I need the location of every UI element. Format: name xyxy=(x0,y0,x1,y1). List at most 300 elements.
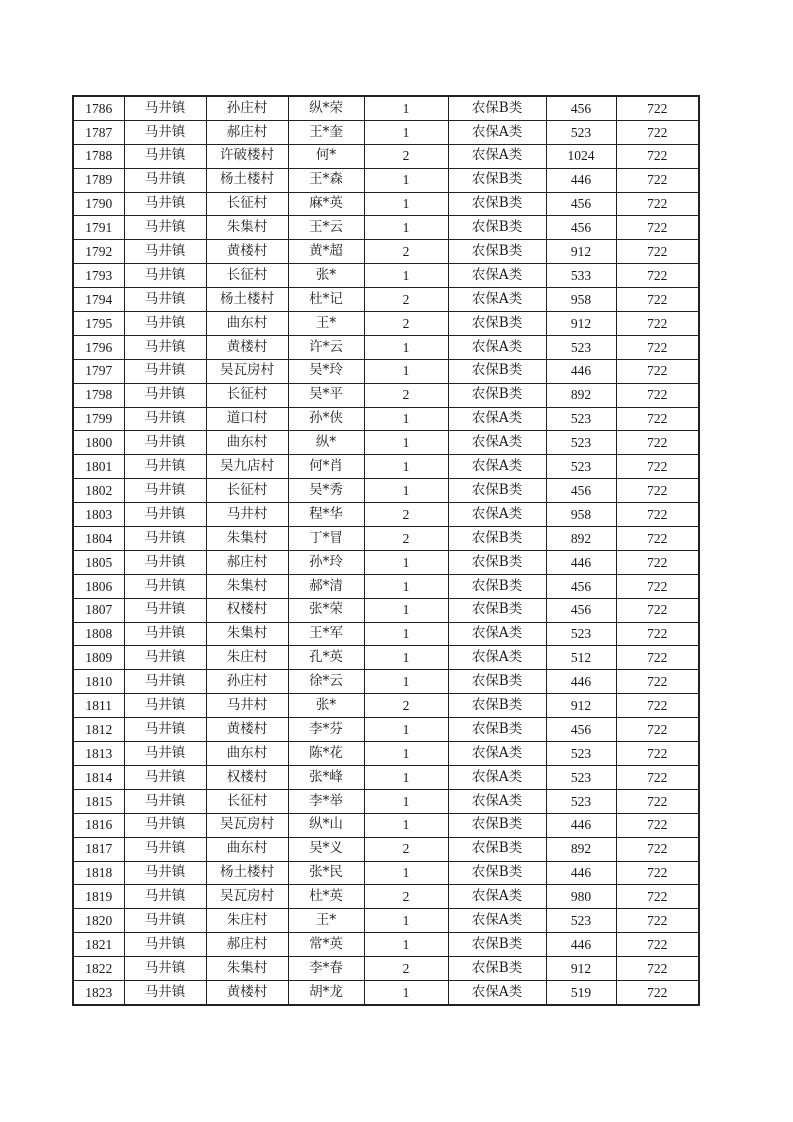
cell-amount: 446 xyxy=(546,670,616,694)
cell-insurance-category: 农保A类 xyxy=(448,264,546,288)
cell-amount: 912 xyxy=(546,694,616,718)
cell-name: 李*举 xyxy=(288,789,364,813)
cell-row-number: 1788 xyxy=(73,144,124,168)
cell-village: 曲东村 xyxy=(206,431,288,455)
cell-township: 马井镇 xyxy=(124,885,206,909)
cell-amount: 523 xyxy=(546,455,616,479)
table-row xyxy=(73,431,699,455)
cell-name: 王*军 xyxy=(288,622,364,646)
cell-village: 吴九店村 xyxy=(206,455,288,479)
table-row xyxy=(73,885,699,909)
cell-village: 马井村 xyxy=(206,503,288,527)
cell-standard: 722 xyxy=(616,120,699,144)
table-row xyxy=(73,192,699,216)
cell-village: 朱集村 xyxy=(206,622,288,646)
cell-village: 杨土楼村 xyxy=(206,861,288,885)
cell-amount: 958 xyxy=(546,288,616,312)
cell-row-number: 1818 xyxy=(73,861,124,885)
table-row xyxy=(73,120,699,144)
cell-standard: 722 xyxy=(616,383,699,407)
cell-amount: 892 xyxy=(546,527,616,551)
cell-village: 长征村 xyxy=(206,192,288,216)
cell-household-size: 1 xyxy=(364,980,448,1004)
table-row xyxy=(73,407,699,431)
cell-standard: 722 xyxy=(616,550,699,574)
cell-insurance-category: 农保A类 xyxy=(448,431,546,455)
cell-insurance-category: 农保B类 xyxy=(448,574,546,598)
table-row xyxy=(73,312,699,336)
cell-household-size: 2 xyxy=(364,837,448,861)
table-row xyxy=(73,527,699,551)
cell-row-number: 1799 xyxy=(73,407,124,431)
cell-township: 马井镇 xyxy=(124,742,206,766)
table-row xyxy=(73,168,699,192)
cell-standard: 722 xyxy=(616,980,699,1004)
cell-standard: 722 xyxy=(616,96,699,120)
cell-household-size: 1 xyxy=(364,765,448,789)
cell-village: 朱庄村 xyxy=(206,646,288,670)
cell-insurance-category: 农保A类 xyxy=(448,765,546,789)
cell-insurance-category: 农保B类 xyxy=(448,933,546,957)
cell-row-number: 1793 xyxy=(73,264,124,288)
cell-household-size: 1 xyxy=(364,192,448,216)
cell-township: 马井镇 xyxy=(124,312,206,336)
cell-household-size: 1 xyxy=(364,407,448,431)
cell-row-number: 1789 xyxy=(73,168,124,192)
cell-household-size: 2 xyxy=(364,885,448,909)
cell-standard: 722 xyxy=(616,574,699,598)
cell-village: 马井村 xyxy=(206,694,288,718)
cell-household-size: 1 xyxy=(364,909,448,933)
cell-amount: 446 xyxy=(546,933,616,957)
cell-village: 黄楼村 xyxy=(206,240,288,264)
cell-row-number: 1814 xyxy=(73,765,124,789)
cell-row-number: 1812 xyxy=(73,718,124,742)
cell-amount: 456 xyxy=(546,96,616,120)
cell-name: 吴*平 xyxy=(288,383,364,407)
cell-village: 许破楼村 xyxy=(206,144,288,168)
cell-household-size: 1 xyxy=(364,120,448,144)
cell-amount: 523 xyxy=(546,789,616,813)
cell-standard: 722 xyxy=(616,885,699,909)
cell-village: 长征村 xyxy=(206,264,288,288)
cell-township: 马井镇 xyxy=(124,383,206,407)
cell-village: 道口村 xyxy=(206,407,288,431)
cell-village: 朱集村 xyxy=(206,216,288,240)
cell-name: 孙*玲 xyxy=(288,550,364,574)
cell-amount: 523 xyxy=(546,742,616,766)
cell-township: 马井镇 xyxy=(124,479,206,503)
cell-insurance-category: 农保A类 xyxy=(448,144,546,168)
cell-standard: 722 xyxy=(616,742,699,766)
cell-township: 马井镇 xyxy=(124,861,206,885)
cell-village: 吴瓦房村 xyxy=(206,813,288,837)
cell-household-size: 1 xyxy=(364,598,448,622)
cell-row-number: 1817 xyxy=(73,837,124,861)
cell-household-size: 2 xyxy=(364,240,448,264)
cell-township: 马井镇 xyxy=(124,598,206,622)
cell-household-size: 2 xyxy=(364,694,448,718)
table-row xyxy=(73,598,699,622)
cell-name: 张*峰 xyxy=(288,765,364,789)
cell-household-size: 2 xyxy=(364,503,448,527)
cell-row-number: 1787 xyxy=(73,120,124,144)
cell-name: 李*芬 xyxy=(288,718,364,742)
cell-insurance-category: 农保B类 xyxy=(448,479,546,503)
cell-township: 马井镇 xyxy=(124,670,206,694)
cell-row-number: 1786 xyxy=(73,96,124,120)
cell-insurance-category: 农保A类 xyxy=(448,980,546,1004)
cell-township: 马井镇 xyxy=(124,574,206,598)
cell-name: 郝*清 xyxy=(288,574,364,598)
cell-name: 孔*英 xyxy=(288,646,364,670)
cell-household-size: 2 xyxy=(364,383,448,407)
cell-name: 王*奎 xyxy=(288,120,364,144)
cell-insurance-category: 农保A类 xyxy=(448,885,546,909)
cell-name: 胡*龙 xyxy=(288,980,364,1004)
cell-township: 马井镇 xyxy=(124,980,206,1004)
cell-standard: 722 xyxy=(616,431,699,455)
cell-row-number: 1803 xyxy=(73,503,124,527)
cell-amount: 523 xyxy=(546,335,616,359)
cell-household-size: 1 xyxy=(364,335,448,359)
cell-standard: 722 xyxy=(616,335,699,359)
cell-insurance-category: 农保A类 xyxy=(448,742,546,766)
cell-name: 杜*记 xyxy=(288,288,364,312)
cell-village: 权楼村 xyxy=(206,598,288,622)
cell-row-number: 1809 xyxy=(73,646,124,670)
cell-name: 麻*英 xyxy=(288,192,364,216)
cell-amount: 980 xyxy=(546,885,616,909)
cell-township: 马井镇 xyxy=(124,216,206,240)
cell-township: 马井镇 xyxy=(124,622,206,646)
cell-row-number: 1796 xyxy=(73,335,124,359)
cell-township: 马井镇 xyxy=(124,694,206,718)
table-row xyxy=(73,933,699,957)
table-row xyxy=(73,479,699,503)
cell-amount: 456 xyxy=(546,216,616,240)
cell-standard: 722 xyxy=(616,789,699,813)
cell-row-number: 1816 xyxy=(73,813,124,837)
cell-name: 王* xyxy=(288,909,364,933)
cell-insurance-category: 农保A类 xyxy=(448,120,546,144)
cell-row-number: 1811 xyxy=(73,694,124,718)
table-row xyxy=(73,550,699,574)
cell-insurance-category: 农保B类 xyxy=(448,168,546,192)
data-table xyxy=(72,95,700,1006)
cell-township: 马井镇 xyxy=(124,765,206,789)
cell-row-number: 1805 xyxy=(73,550,124,574)
cell-township: 马井镇 xyxy=(124,168,206,192)
cell-township: 马井镇 xyxy=(124,550,206,574)
cell-household-size: 1 xyxy=(364,813,448,837)
cell-amount: 523 xyxy=(546,431,616,455)
cell-village: 黄楼村 xyxy=(206,980,288,1004)
cell-standard: 722 xyxy=(616,622,699,646)
table-row xyxy=(73,742,699,766)
cell-standard: 722 xyxy=(616,837,699,861)
cell-household-size: 1 xyxy=(364,574,448,598)
cell-village: 杨土楼村 xyxy=(206,168,288,192)
cell-insurance-category: 农保B类 xyxy=(448,240,546,264)
cell-insurance-category: 农保A类 xyxy=(448,503,546,527)
table-row xyxy=(73,718,699,742)
cell-amount: 523 xyxy=(546,407,616,431)
cell-village: 杨土楼村 xyxy=(206,288,288,312)
table-row xyxy=(73,789,699,813)
cell-amount: 446 xyxy=(546,359,616,383)
cell-row-number: 1821 xyxy=(73,933,124,957)
cell-row-number: 1791 xyxy=(73,216,124,240)
cell-name: 杜*英 xyxy=(288,885,364,909)
cell-village: 权楼村 xyxy=(206,765,288,789)
cell-row-number: 1810 xyxy=(73,670,124,694)
cell-name: 何*肖 xyxy=(288,455,364,479)
cell-household-size: 1 xyxy=(364,550,448,574)
cell-row-number: 1800 xyxy=(73,431,124,455)
table-row xyxy=(73,288,699,312)
cell-village: 朱集村 xyxy=(206,957,288,981)
cell-village: 长征村 xyxy=(206,479,288,503)
cell-township: 马井镇 xyxy=(124,646,206,670)
cell-village: 郝庄村 xyxy=(206,933,288,957)
cell-insurance-category: 农保A类 xyxy=(448,909,546,933)
cell-insurance-category: 农保A类 xyxy=(448,789,546,813)
cell-household-size: 1 xyxy=(364,742,448,766)
table-row xyxy=(73,622,699,646)
cell-amount: 523 xyxy=(546,120,616,144)
cell-household-size: 2 xyxy=(364,957,448,981)
cell-name: 李*春 xyxy=(288,957,364,981)
cell-insurance-category: 农保B类 xyxy=(448,598,546,622)
table-row xyxy=(73,837,699,861)
table-row xyxy=(73,503,699,527)
cell-insurance-category: 农保A类 xyxy=(448,407,546,431)
cell-township: 马井镇 xyxy=(124,240,206,264)
cell-name: 纵* xyxy=(288,431,364,455)
cell-township: 马井镇 xyxy=(124,527,206,551)
table-row xyxy=(73,957,699,981)
cell-name: 王*云 xyxy=(288,216,364,240)
cell-amount: 456 xyxy=(546,192,616,216)
table-row xyxy=(73,264,699,288)
cell-insurance-category: 农保B类 xyxy=(448,383,546,407)
cell-row-number: 1797 xyxy=(73,359,124,383)
cell-insurance-category: 农保B类 xyxy=(448,813,546,837)
cell-township: 马井镇 xyxy=(124,335,206,359)
cell-standard: 722 xyxy=(616,861,699,885)
cell-insurance-category: 农保A类 xyxy=(448,455,546,479)
cell-amount: 912 xyxy=(546,312,616,336)
cell-township: 马井镇 xyxy=(124,503,206,527)
cell-row-number: 1790 xyxy=(73,192,124,216)
cell-village: 黄楼村 xyxy=(206,335,288,359)
cell-standard: 722 xyxy=(616,933,699,957)
table-row xyxy=(73,813,699,837)
cell-township: 马井镇 xyxy=(124,933,206,957)
cell-village: 朱庄村 xyxy=(206,909,288,933)
cell-village: 朱集村 xyxy=(206,527,288,551)
table-row xyxy=(73,861,699,885)
cell-name: 丁*冒 xyxy=(288,527,364,551)
cell-standard: 722 xyxy=(616,957,699,981)
cell-household-size: 2 xyxy=(364,527,448,551)
cell-township: 马井镇 xyxy=(124,909,206,933)
cell-household-size: 1 xyxy=(364,933,448,957)
table-row xyxy=(73,646,699,670)
cell-amount: 533 xyxy=(546,264,616,288)
cell-amount: 456 xyxy=(546,574,616,598)
table-row xyxy=(73,574,699,598)
cell-insurance-category: 农保B类 xyxy=(448,718,546,742)
cell-standard: 722 xyxy=(616,455,699,479)
cell-standard: 722 xyxy=(616,646,699,670)
cell-standard: 722 xyxy=(616,694,699,718)
cell-name: 张*荣 xyxy=(288,598,364,622)
cell-insurance-category: 农保B类 xyxy=(448,216,546,240)
cell-village: 郝庄村 xyxy=(206,120,288,144)
cell-township: 马井镇 xyxy=(124,264,206,288)
cell-township: 马井镇 xyxy=(124,359,206,383)
cell-name: 张* xyxy=(288,694,364,718)
table-row xyxy=(73,765,699,789)
cell-township: 马井镇 xyxy=(124,837,206,861)
cell-standard: 722 xyxy=(616,718,699,742)
cell-insurance-category: 农保B类 xyxy=(448,359,546,383)
cell-village: 郝庄村 xyxy=(206,550,288,574)
cell-village: 黄楼村 xyxy=(206,718,288,742)
cell-name: 孙*侠 xyxy=(288,407,364,431)
cell-village: 曲东村 xyxy=(206,837,288,861)
cell-amount: 912 xyxy=(546,240,616,264)
cell-name: 常*英 xyxy=(288,933,364,957)
table-row xyxy=(73,144,699,168)
cell-amount: 446 xyxy=(546,168,616,192)
cell-name: 许*云 xyxy=(288,335,364,359)
cell-village: 吴瓦房村 xyxy=(206,885,288,909)
cell-village: 曲东村 xyxy=(206,312,288,336)
cell-name: 陈*花 xyxy=(288,742,364,766)
cell-household-size: 1 xyxy=(364,670,448,694)
cell-household-size: 2 xyxy=(364,288,448,312)
cell-name: 程*华 xyxy=(288,503,364,527)
cell-insurance-category: 农保B类 xyxy=(448,694,546,718)
table-row xyxy=(73,216,699,240)
cell-row-number: 1808 xyxy=(73,622,124,646)
cell-township: 马井镇 xyxy=(124,407,206,431)
cell-standard: 722 xyxy=(616,312,699,336)
cell-household-size: 1 xyxy=(364,264,448,288)
cell-standard: 722 xyxy=(616,503,699,527)
cell-insurance-category: 农保B类 xyxy=(448,861,546,885)
cell-household-size: 1 xyxy=(364,96,448,120)
cell-name: 吴*玲 xyxy=(288,359,364,383)
cell-household-size: 2 xyxy=(364,312,448,336)
cell-name: 王* xyxy=(288,312,364,336)
cell-standard: 722 xyxy=(616,144,699,168)
cell-amount: 512 xyxy=(546,646,616,670)
cell-household-size: 1 xyxy=(364,431,448,455)
cell-standard: 722 xyxy=(616,479,699,503)
cell-row-number: 1820 xyxy=(73,909,124,933)
cell-insurance-category: 农保B类 xyxy=(448,96,546,120)
table-row xyxy=(73,909,699,933)
cell-household-size: 1 xyxy=(364,622,448,646)
cell-household-size: 1 xyxy=(364,168,448,192)
cell-standard: 722 xyxy=(616,192,699,216)
cell-household-size: 1 xyxy=(364,789,448,813)
cell-standard: 722 xyxy=(616,407,699,431)
cell-household-size: 1 xyxy=(364,718,448,742)
cell-insurance-category: 农保A类 xyxy=(448,622,546,646)
cell-amount: 1024 xyxy=(546,144,616,168)
cell-standard: 722 xyxy=(616,359,699,383)
cell-township: 马井镇 xyxy=(124,789,206,813)
cell-amount: 519 xyxy=(546,980,616,1004)
cell-township: 马井镇 xyxy=(124,120,206,144)
cell-name: 徐*云 xyxy=(288,670,364,694)
cell-insurance-category: 农保B类 xyxy=(448,670,546,694)
cell-row-number: 1815 xyxy=(73,789,124,813)
cell-name: 张* xyxy=(288,264,364,288)
table-row xyxy=(73,96,699,120)
cell-amount: 523 xyxy=(546,909,616,933)
cell-township: 马井镇 xyxy=(124,455,206,479)
cell-township: 马井镇 xyxy=(124,431,206,455)
cell-household-size: 1 xyxy=(364,646,448,670)
cell-amount: 456 xyxy=(546,479,616,503)
cell-household-size: 2 xyxy=(364,144,448,168)
cell-amount: 446 xyxy=(546,550,616,574)
cell-insurance-category: 农保B类 xyxy=(448,957,546,981)
cell-standard: 722 xyxy=(616,909,699,933)
cell-amount: 456 xyxy=(546,598,616,622)
cell-township: 马井镇 xyxy=(124,192,206,216)
cell-township: 马井镇 xyxy=(124,96,206,120)
cell-household-size: 1 xyxy=(364,479,448,503)
cell-household-size: 1 xyxy=(364,861,448,885)
cell-amount: 958 xyxy=(546,503,616,527)
table-row xyxy=(73,980,699,1004)
cell-township: 马井镇 xyxy=(124,144,206,168)
cell-insurance-category: 农保A类 xyxy=(448,335,546,359)
cell-household-size: 1 xyxy=(364,359,448,383)
cell-standard: 722 xyxy=(616,216,699,240)
cell-insurance-category: 农保B类 xyxy=(448,837,546,861)
cell-standard: 722 xyxy=(616,527,699,551)
cell-standard: 722 xyxy=(616,288,699,312)
cell-insurance-category: 农保A类 xyxy=(448,646,546,670)
cell-name: 张*民 xyxy=(288,861,364,885)
cell-village: 曲东村 xyxy=(206,742,288,766)
cell-amount: 912 xyxy=(546,957,616,981)
cell-row-number: 1795 xyxy=(73,312,124,336)
cell-insurance-category: 农保B类 xyxy=(448,550,546,574)
cell-standard: 722 xyxy=(616,813,699,837)
cell-standard: 722 xyxy=(616,240,699,264)
cell-amount: 456 xyxy=(546,718,616,742)
table-row xyxy=(73,359,699,383)
cell-row-number: 1813 xyxy=(73,742,124,766)
cell-name: 何* xyxy=(288,144,364,168)
cell-standard: 722 xyxy=(616,264,699,288)
cell-name: 吴*义 xyxy=(288,837,364,861)
cell-insurance-category: 农保B类 xyxy=(448,192,546,216)
cell-village: 吴瓦房村 xyxy=(206,359,288,383)
cell-township: 马井镇 xyxy=(124,813,206,837)
cell-amount: 523 xyxy=(546,622,616,646)
cell-row-number: 1801 xyxy=(73,455,124,479)
